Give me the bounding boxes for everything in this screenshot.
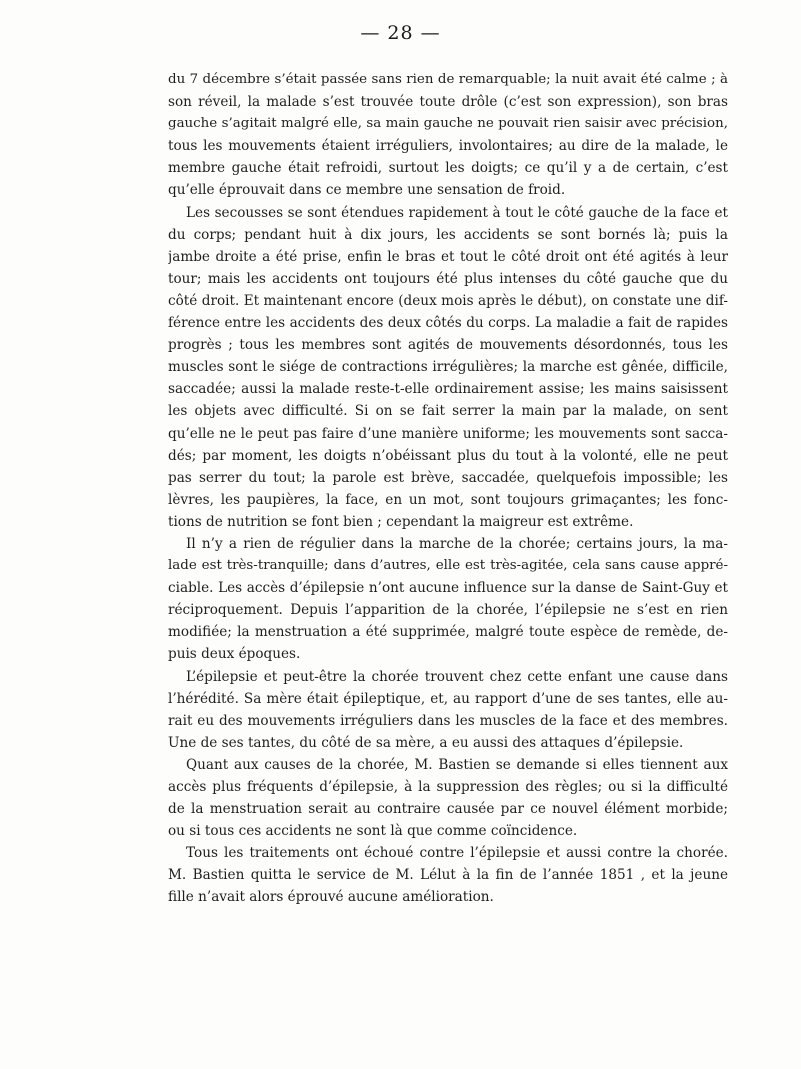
text-line: jambe droite a été prise, enfin le bras et tout le côté droit ont été agités à leur [168, 248, 728, 265]
text-line: du 7 décembre s’était passée sans rien de remarquable; la nuit avait été calme ; à [168, 72, 728, 87]
text-line: ou si tous ces accidents ne sont là que comme coïncidence. [168, 823, 578, 840]
text-line: ciable. Les accès d’épilepsie n’ont aucune influence sur la danse de Saint-Guy et [168, 580, 728, 597]
text-line: tions de nutrition se font bien ; cependant la maigreur est extrême. [168, 513, 634, 530]
text-line: les objets avec difficulté. Si on se fait serrer la main par la malade, on sent [168, 403, 728, 420]
text-line: saccadée; aussi la malade reste-t-elle ordinairement assise; les mains saisissent [168, 381, 728, 398]
page-number: — 28 — [360, 22, 441, 44]
text-line: Tous les traitements ont échoué contre l’épilepsie et aussi contre la chorée. [186, 845, 728, 862]
text-line: l’hérédité. Sa mère était épileptique, et, au rapport d’une de ses tantes, elle au- [168, 690, 728, 707]
text-line: Quant aux causes de la chorée, M. Bastien se demande si elles tiennent aux [186, 756, 728, 773]
text-line: son réveil, la malade s’est trouvée toute drôle (c’est son expression), son bras [168, 94, 728, 111]
text-line: membre gauche était refroidi, surtout les doigts; ce qu’il y a de certain, c’est [168, 160, 728, 177]
text-line: muscles sont le siége de contractions irrégulières; la marche est gênée, difficile, [168, 359, 728, 376]
text-line: Les secousses se sont étendues rapidement à tout le côté gauche de la face et [186, 204, 728, 221]
text-line: Il n’y a rien de régulier dans la marche de la chorée; certains jours, la ma- [186, 535, 728, 552]
text-line: de la menstruation serait au contraire causée par ce nouvel élément morbide; [168, 801, 728, 818]
text-line: rait eu des mouvements irréguliers dans les muscles de la face et des membres. [168, 712, 728, 729]
text-line: du corps; pendant huit à dix jours, les accidents se sont bornés là; puis la [168, 226, 728, 243]
body-text [168, 69, 728, 909]
text-line: progrès ; tous les membres sont agités de mouvements désordonnés, tous les [168, 337, 728, 354]
text-line: réciproquement. Depuis l’apparition de la chorée, l’épilepsie ne s’est en rien [168, 602, 728, 619]
text-line: L’épilepsie et peut-être la chorée trouvent chez cette enfant une cause dans [186, 668, 728, 685]
text-line: Une de ses tantes, du côté de sa mère, a eu aussi des attaques d’épilepsie. [168, 734, 684, 751]
text-line: lèvres, les paupières, la face, en un mot, sont toujours grimaçantes; les fonc- [168, 491, 728, 508]
text-line: pas serrer du tout; la parole est brève, saccadée, quelquefois impossible; les [168, 469, 728, 486]
text-line: côté droit. Et maintenant encore (deux mois après le début), on constate une dif- [168, 292, 728, 309]
text-line: puis deux époques. [168, 646, 301, 663]
text-line: tous les mouvements étaient irréguliers, involontaires; au dire de la malade, le [168, 138, 728, 155]
text-line: dés; par moment, les doigts n’obéissant plus du tout à la volonté, elle ne peut [168, 447, 728, 464]
text-line: qu’elle éprouvait dans ce membre une sensation de froid. [168, 182, 566, 199]
text-line: fille n’avait alors éprouvé aucune amélioration. [168, 889, 494, 906]
text-line: tour; mais les accidents ont toujours été plus intenses du côté gauche que du [168, 270, 728, 287]
text-line: accès plus fréquents d’épilepsie, à la suppression des règles; ou si la difficulté [168, 779, 728, 795]
text-line: lade est très-tranquille; dans d’autres, elle est très-agitée, cela sans cause appré- [168, 558, 728, 574]
text-line: gauche s’agitait malgré elle, sa main gauche ne pouvait rien saisir avec précision, [168, 116, 728, 132]
text-line: modifiée; la menstruation a été supprimée, malgré toute espèce de remède, de- [168, 624, 728, 641]
text-line: férence entre les accidents des deux côtés du corps. La maladie a fait de rapides [168, 315, 728, 332]
text-line: M. Bastien quitta le service de M. Lélut à la fin de l’année 1851 , et la jeune [168, 867, 728, 884]
text-line: qu’elle ne le peut pas faire d’une manière uniforme; les mouvements sont sacca- [168, 425, 728, 442]
